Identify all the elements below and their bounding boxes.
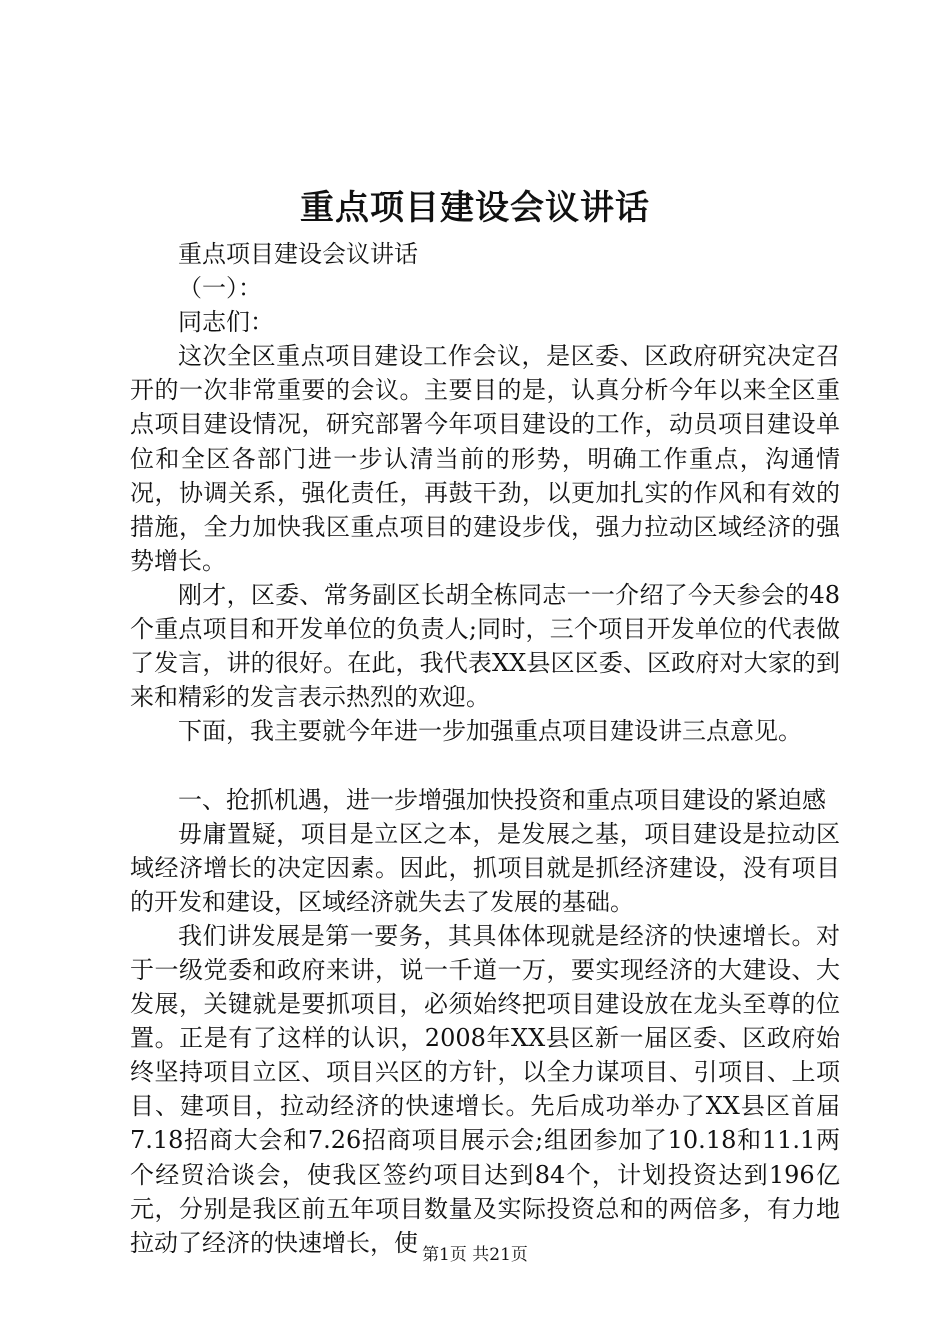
paragraph-intro: 这次全区重点项目建设工作会议，是区委、区政府研究决定召开的一次非常重要的会议。主要目的是，认真分析今年以来全区重点项目建设情况，研究部署今年项目建设的工作，动员项目建设单位和全区各部门进一步认清当前的形势，明确工作重点，沟通情况，协调关系，强化责任，再鼓干劲，以更加扎实的作风和有效的措施，全力加快我区重点项目的建设步伐，强力拉动区域经济的强势增长。 [130, 342, 840, 575]
section-heading: 一、抢抓机遇，进一步增强加快投资和重点项目建设的紧迫感 [178, 785, 826, 814]
paragraph-development: 我们讲发展是第一要务，其具体体现就是经济的快速增长。对于一级党委和政府来讲，说一千道一万，要实现经济的大建设、大发展，关键就是要抓项目，必须始终把项目建设放在龙头至尊的位置。正是有了这样的认识，2008年XX县区新一届区委、区政府始终坚持项目立区、项目兴区的方针，以全力谋项目、引项目、上项目、建项目，拉动经济的快速增长。先后成功举办了XX县区首届7.18招商大会和7.26招商项目展示会;组团参加了10.18和11.1两个经贸洽谈会，使我区签约项目达到84个，计划投资达到196亿元，分别是我区前五年项目数量及实际投资总和的两倍多，有力地拉动了经济的快速增长，使 [130, 921, 840, 1257]
page-title: 重点项目建设会议讲话 [300, 188, 650, 228]
paragraph-welcome: 刚才，区委、常务副区长胡全栋同志一一介绍了今天参会的48个重点项目和开发单位的负责人;同时，三个项目开发单位的代表做了发言，讲的很好。在此，我代表XX县区区委、区政府对大家的到来和精彩的发言表示热烈的欢迎。 [130, 580, 840, 712]
paragraph-salutation: 同志们： [178, 308, 274, 337]
paragraph-subtitle: 重点项目建设会议讲话 [178, 240, 418, 268]
document-body [130, 237, 840, 1260]
paragraph-project-foundation: 毋庸置疑，项目是立区之本，是发展之基，项目建设是拉动区域经济增长的决定因素。因此，抓项目就是抓经济建设，没有项目的开发和建设，区域经济就失去了发展的基础。 [130, 819, 840, 916]
page-footer: 第1页 共21页 [422, 1245, 528, 1265]
paragraph-section-marker: （一）： [178, 274, 262, 303]
paragraph-blank [130, 748, 840, 782]
paragraph-outline: 下面，我主要就今年进一步加强重点项目建设讲三点意见。 [178, 717, 802, 746]
